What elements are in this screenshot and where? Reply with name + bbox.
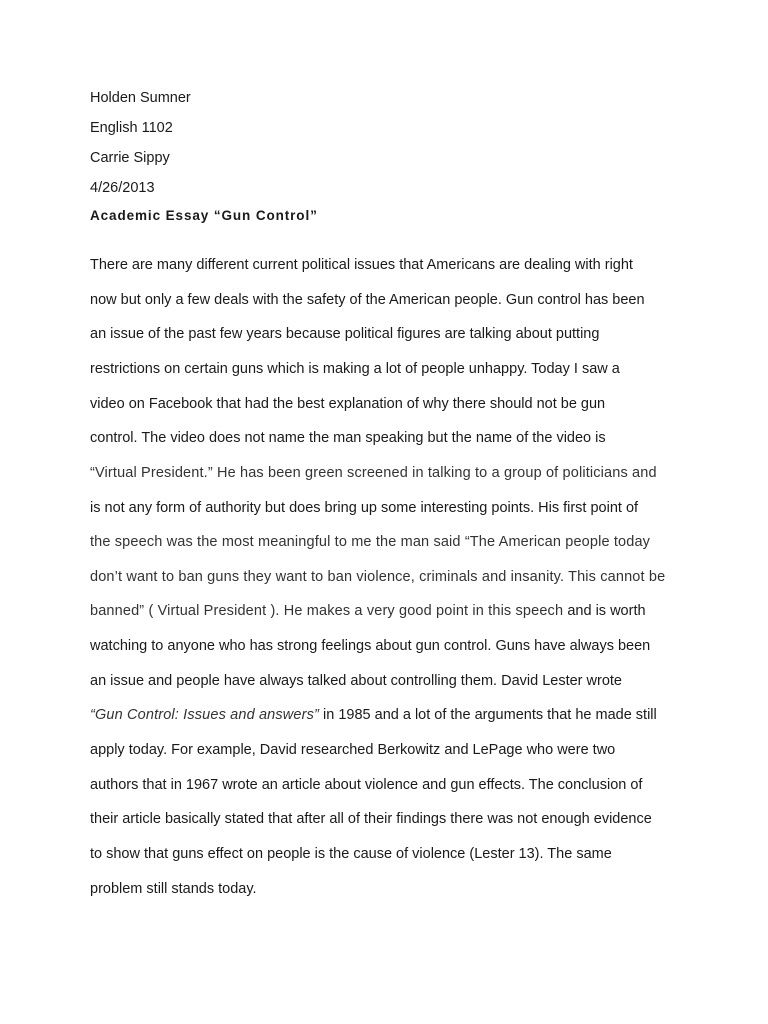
body-line-4: restrictions on certain guns which is making a lot of people unhappy. Today I saw a xyxy=(90,361,620,377)
body-line-5: video on Facebook that had the best explanation of why there should not be gun xyxy=(90,396,606,412)
body-line-11-part-a: banned” ( Virtual President ). He makes a very good point in this speech xyxy=(90,603,568,619)
body-line-17: their article basically stated that after all of their findings there was not enough evidence xyxy=(90,811,652,827)
body-line-7: “Virtual President.” He has been green screened in talking to a group of politicians and xyxy=(90,465,657,481)
cited-book-title: “Gun Control: Issues and answers” xyxy=(90,707,319,723)
essay-date: 4/26/2013 xyxy=(90,180,155,196)
body-line-14-rest: in 1985 and a lot of the arguments that he made still xyxy=(319,707,657,723)
body-line-16: authors that in 1967 wrote an article about violence and gun effects. The conclusion of xyxy=(90,777,643,793)
body-line-11-part-b: and is worth xyxy=(567,603,646,619)
body-line-19: problem still stands today. xyxy=(90,881,257,897)
body-line-2: now but only a few deals with the safety of the American people. Gun control has been xyxy=(90,292,645,308)
course-name: English 1102 xyxy=(90,120,173,136)
author-name: Holden Sumner xyxy=(90,90,191,106)
body-line-13: an issue and people have always talked about controlling them. David Lester wrote xyxy=(90,673,622,689)
body-line-6: control. The video does not name the man speaking but the name of the video is xyxy=(90,430,606,446)
body-line-15: apply today. For example, David researched Berkowitz and LePage who were two xyxy=(90,742,616,758)
body-line-12: watching to anyone who has strong feelings about gun control. Guns have always been xyxy=(90,638,651,654)
body-line-8: is not any form of authority but does bring up some interesting points. His first point of xyxy=(90,500,639,516)
body-line-9: the speech was the most meaningful to me the man said “The American people today xyxy=(90,534,651,550)
body-line-10: don’t want to ban guns they want to ban violence, criminals and insanity. This cannot be xyxy=(90,569,666,585)
body-line-11 xyxy=(90,601,646,621)
essay-title: Academic Essay “Gun Control” xyxy=(90,208,318,223)
instructor-name: Carrie Sippy xyxy=(90,150,170,166)
body-line-18: to show that guns effect on people is the cause of violence (Lester 13). The same xyxy=(90,846,612,862)
body-line-3: an issue of the past few years because political figures are talking about putting xyxy=(90,326,600,342)
body-line-14 xyxy=(90,705,657,725)
body-line-1: There are many different current political issues that Americans are dealing with right xyxy=(90,257,633,273)
